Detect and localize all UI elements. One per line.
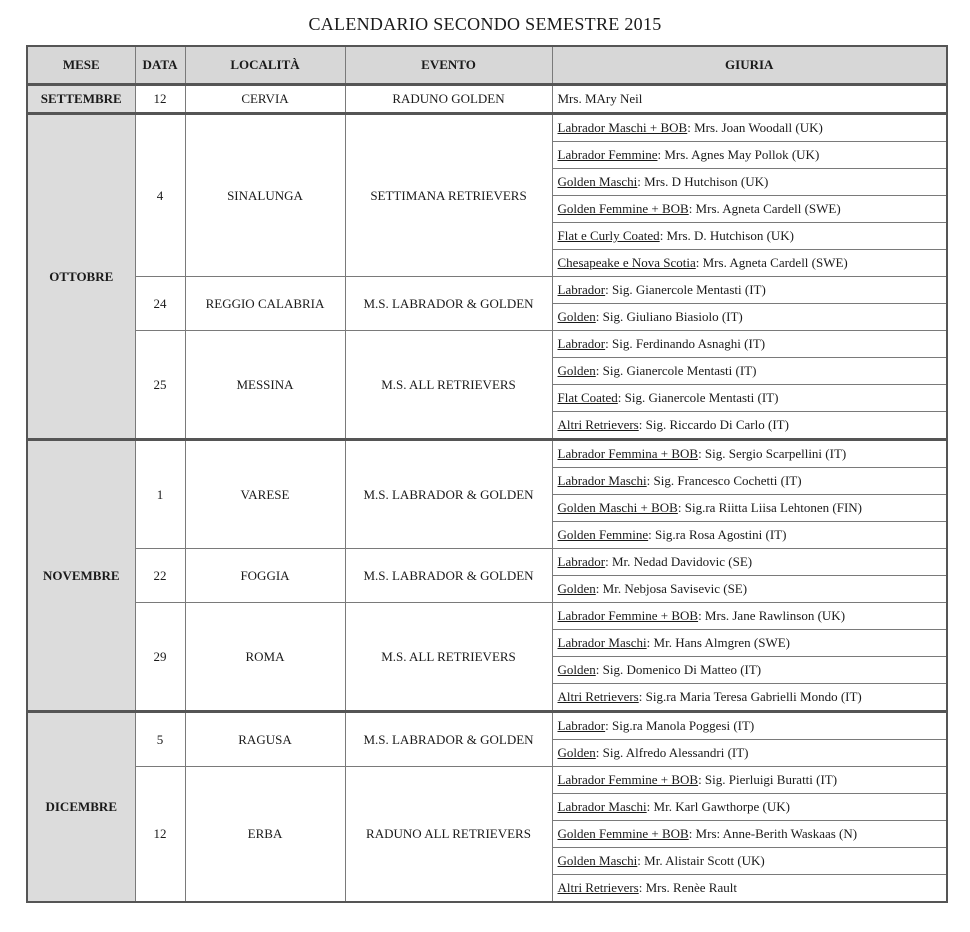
jury-judge: : Mr. Nedad Davidovic (SE)	[605, 554, 753, 569]
date-cell: 1	[135, 440, 185, 549]
location-cell: ROMA	[185, 603, 345, 712]
date-cell: 4	[135, 114, 185, 277]
month-cell: OTTOBRE	[27, 114, 135, 440]
jury-category: Flat Coated	[557, 390, 618, 405]
jury-judge: : Sig. Gianercole Mentasti (IT)	[617, 390, 779, 405]
jury-judge: : Sig. Gianercole Mentasti (IT)	[605, 282, 766, 297]
jury-cell	[552, 385, 947, 412]
event-cell: RADUNO GOLDEN	[345, 85, 552, 114]
jury-cell	[552, 196, 947, 223]
jury-cell	[552, 223, 947, 250]
jury-cell	[552, 657, 947, 684]
jury-judge: : Mrs. Renèe Rault	[638, 880, 737, 895]
jury-cell	[552, 684, 947, 712]
page-title: CALENDARIO SECONDO SEMESTRE 2015	[308, 14, 662, 34]
jury-judge: : Mrs. D. Hutchison (UK)	[659, 228, 795, 243]
jury-category: Golden Femmine + BOB	[557, 826, 689, 841]
jury-cell	[552, 114, 947, 142]
jury-cell	[552, 549, 947, 576]
jury-cell	[552, 468, 947, 495]
event-cell: M.S. ALL RETRIEVERS	[345, 331, 552, 440]
calendar-body	[27, 85, 947, 903]
table-row	[27, 603, 947, 630]
event-cell: RADUNO ALL RETRIEVERS	[345, 767, 552, 903]
jury-judge: : Sig. Francesco Cochetti (IT)	[646, 473, 802, 488]
jury-judge: : Mr. Nebjosa Savisevic (SE)	[595, 581, 748, 596]
jury-cell	[552, 495, 947, 522]
jury-judge: : Mrs. Agneta Cardell (SWE)	[695, 255, 848, 270]
jury-judge: : Mrs. Jane Rawlinson (UK)	[698, 608, 846, 623]
event-cell: SETTIMANA RETRIEVERS	[345, 114, 552, 277]
date-cell: 25	[135, 331, 185, 440]
header-localita: LOCALITÀ	[185, 46, 345, 85]
jury-category: Golden	[557, 745, 596, 760]
date-cell: 12	[135, 767, 185, 903]
jury-judge: : Sig. Pierluigi Buratti (IT)	[698, 772, 838, 787]
table-row	[27, 440, 947, 468]
event-cell: M.S. LABRADOR & GOLDEN	[345, 712, 552, 767]
jury-judge: : Sig.ra Manola Poggesi (IT)	[605, 718, 755, 733]
location-cell: CERVIA	[185, 85, 345, 114]
jury-cell	[552, 875, 947, 903]
jury-category: Labrador Maschi + BOB	[557, 120, 688, 135]
date-cell: 24	[135, 277, 185, 331]
jury-judge: : Mrs. Agnes May Pollok (UK)	[657, 147, 820, 162]
jury-category: Labrador Maschi	[557, 473, 647, 488]
jury-cell	[552, 142, 947, 169]
jury-judge: : Sig. Ferdinando Asnaghi (IT)	[605, 336, 766, 351]
jury-category: Labrador Femmina + BOB	[557, 446, 699, 461]
location-cell: REGGIO CALABRIA	[185, 277, 345, 331]
jury-cell	[552, 331, 947, 358]
event-cell: M.S. ALL RETRIEVERS	[345, 603, 552, 712]
table-row	[27, 114, 947, 142]
location-cell: ERBA	[185, 767, 345, 903]
location-cell: RAGUSA	[185, 712, 345, 767]
table-row	[27, 85, 947, 114]
jury-cell	[552, 848, 947, 875]
table-row	[27, 277, 947, 304]
jury-category: Labrador Femmine + BOB	[557, 772, 699, 787]
jury-judge: Mrs. MAry Neil	[557, 91, 643, 106]
month-cell: SETTEMBRE	[27, 85, 135, 114]
month-cell: NOVEMBRE	[27, 440, 135, 712]
date-cell: 5	[135, 712, 185, 767]
location-cell: VARESE	[185, 440, 345, 549]
jury-cell	[552, 85, 947, 114]
jury-cell	[552, 630, 947, 657]
jury-judge: : Sig. Gianercole Mentasti (IT)	[595, 363, 757, 378]
jury-category: Altri Retrievers	[557, 689, 639, 704]
jury-category: Altri Retrievers	[557, 880, 639, 895]
jury-cell	[552, 440, 947, 468]
jury-judge: : Mrs: Anne-Berith Waskaas (N)	[688, 826, 858, 841]
jury-category: Golden Femmine	[557, 527, 649, 542]
jury-category: Golden	[557, 662, 596, 677]
jury-category: Labrador Maschi	[557, 635, 647, 650]
jury-cell	[552, 277, 947, 304]
jury-judge: : Mrs. Agneta Cardell (SWE)	[688, 201, 841, 216]
jury-judge: : Mr. Hans Almgren (SWE)	[646, 635, 791, 650]
jury-category: Golden Maschi	[557, 853, 638, 868]
jury-cell	[552, 767, 947, 794]
jury-category: Golden Maschi	[557, 174, 638, 189]
header-evento: EVENTO	[345, 46, 552, 85]
jury-judge: : Mrs. D Hutchison (UK)	[637, 174, 769, 189]
jury-category: Golden	[557, 581, 596, 596]
jury-judge: : Sig.ra Rosa Agostini (IT)	[648, 527, 787, 542]
jury-cell	[552, 522, 947, 549]
jury-cell	[552, 358, 947, 385]
event-cell: M.S. LABRADOR & GOLDEN	[345, 277, 552, 331]
jury-category: Golden	[557, 309, 596, 324]
jury-cell	[552, 712, 947, 740]
jury-cell	[552, 821, 947, 848]
jury-category: Flat e Curly Coated	[557, 228, 660, 243]
jury-category: Chesapeake e Nova Scotia	[557, 255, 696, 270]
header-giuria: GIURIA	[552, 46, 947, 85]
jury-cell	[552, 603, 947, 630]
location-cell: MESSINA	[185, 331, 345, 440]
jury-category: Golden	[557, 363, 596, 378]
jury-category: Labrador	[557, 554, 606, 569]
jury-judge: : Sig. Alfredo Alessandri (IT)	[595, 745, 749, 760]
date-cell: 12	[135, 85, 185, 114]
jury-judge: : Sig. Giuliano Biasiolo (IT)	[595, 309, 743, 324]
jury-cell	[552, 794, 947, 821]
event-cell: M.S. LABRADOR & GOLDEN	[345, 549, 552, 603]
jury-cell	[552, 169, 947, 196]
jury-judge: : Mrs. Joan Woodall (UK)	[687, 120, 823, 135]
jury-category: Labrador	[557, 336, 606, 351]
jury-category: Labrador Maschi	[557, 799, 647, 814]
date-cell: 29	[135, 603, 185, 712]
jury-cell	[552, 576, 947, 603]
month-cell: DICEMBRE	[27, 712, 135, 903]
jury-cell	[552, 250, 947, 277]
table-row	[27, 331, 947, 358]
event-cell: M.S. LABRADOR & GOLDEN	[345, 440, 552, 549]
jury-category: Labrador	[557, 718, 606, 733]
location-cell: SINALUNGA	[185, 114, 345, 277]
table-row	[27, 767, 947, 794]
jury-judge: : Mr. Alistair Scott (UK)	[637, 853, 765, 868]
jury-cell	[552, 412, 947, 440]
date-cell: 22	[135, 549, 185, 603]
jury-category: Golden Femmine + BOB	[557, 201, 689, 216]
jury-cell	[552, 740, 947, 767]
jury-judge: : Sig.ra Maria Teresa Gabrielli Mondo (IT)	[638, 689, 862, 704]
header-data: DATA	[135, 46, 185, 85]
jury-judge: : Sig. Riccardo Di Carlo (IT)	[638, 417, 789, 432]
jury-judge: : Sig. Sergio Scarpellini (IT)	[698, 446, 847, 461]
jury-category: Golden Maschi + BOB	[557, 500, 678, 515]
jury-category: Altri Retrievers	[557, 417, 639, 432]
header-mese: MESE	[27, 46, 135, 85]
table-row	[27, 549, 947, 576]
header-row	[27, 46, 947, 85]
jury-judge: : Sig. Domenico Di Matteo (IT)	[595, 662, 762, 677]
jury-judge: : Sig.ra Riitta Liisa Lehtonen (FIN)	[677, 500, 862, 515]
jury-cell	[552, 304, 947, 331]
jury-judge: : Mr. Karl Gawthorpe (UK)	[646, 799, 790, 814]
jury-category: Labrador Femmine	[557, 147, 658, 162]
calendar-table	[26, 45, 948, 903]
jury-category: Labrador Femmine + BOB	[557, 608, 699, 623]
location-cell: FOGGIA	[185, 549, 345, 603]
jury-category: Labrador	[557, 282, 606, 297]
table-row	[27, 712, 947, 740]
